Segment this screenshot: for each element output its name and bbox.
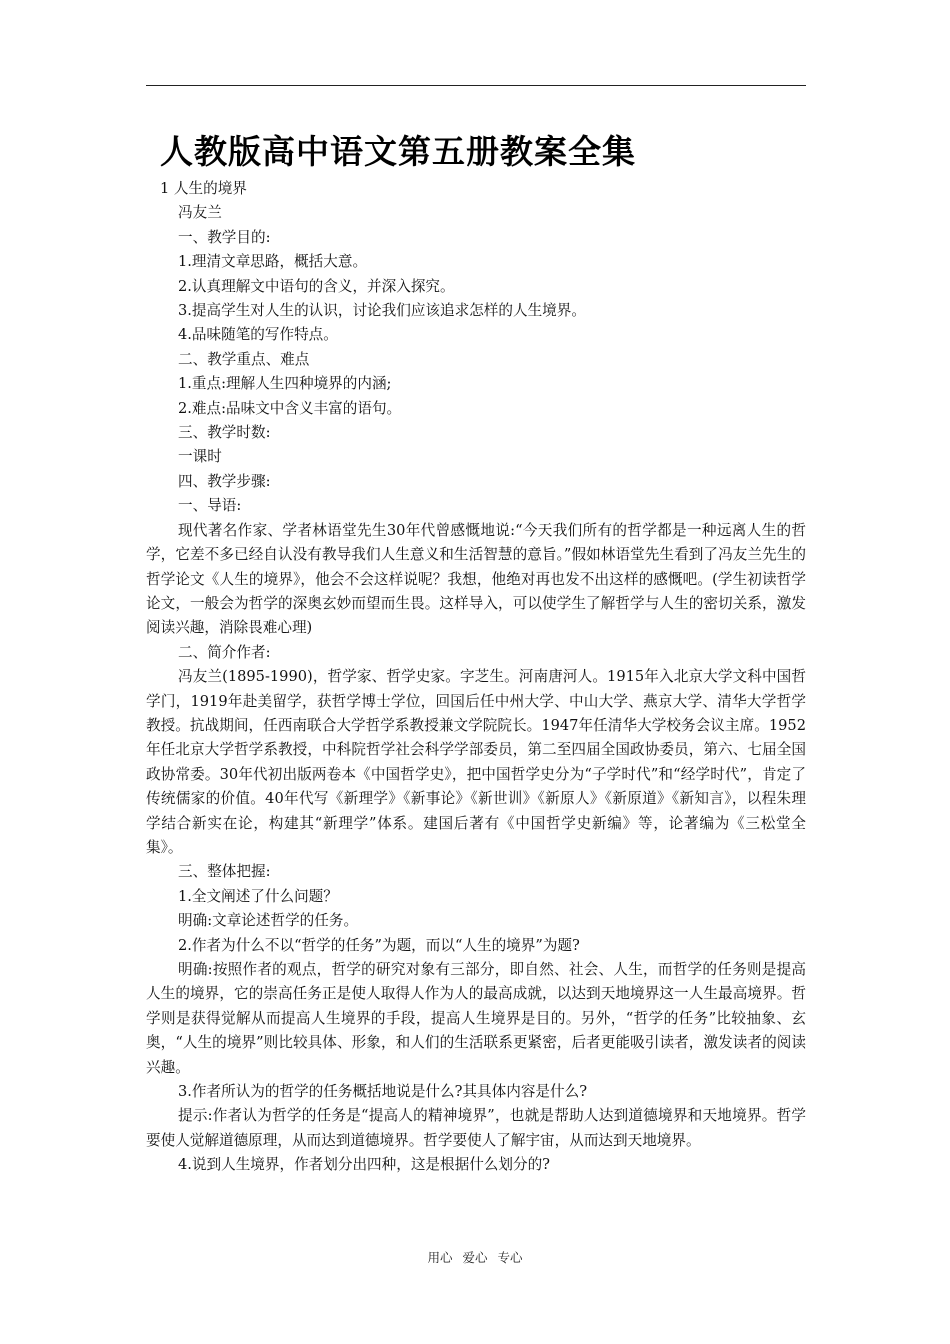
- paragraph: 现代著名作家、学者林语堂先生30年代曾感慨地说:“今天我们所有的哲学都是一种远离人生的哲学，它差不多已经自认没有教导我们人生意义和生活智慧的意旨。”假如林语堂先生看到了冯友兰先生的哲学论文《人生的境界》，他会不会这样说呢？我想，他绝对再也发不出这样的感慨吧。(学生初读哲学论文，一般会为哲学的深奥玄妙而望而生畏。这样导入，可以使学生了解哲学与人生的密切关系，激发阅读兴趣，消除畏难心理): [146, 521, 806, 637]
- paragraph: 三、整体把握:: [178, 863, 271, 881]
- paragraph: 4.品味随笔的写作特点。: [178, 326, 338, 344]
- paragraph: 3.作者所认为的哲学的任务概括地说是什么?其具体内容是什么?: [178, 1083, 588, 1101]
- lesson-heading: 1 人生的境界: [160, 180, 247, 197]
- paragraph: 二、教学重点、难点: [178, 350, 310, 368]
- paragraph: 2.认真理解文中语句的含义，并深入探究。: [178, 277, 455, 295]
- paragraph: 2.作者为什么不以“哲学的任务”为题，而以“人生的境界”为题?: [178, 936, 580, 954]
- paragraph: 明确:按照作者的观点，哲学的研究对象有三部分，即自然、社会、人生，而哲学的任务则是提高人生的境界，它的崇高任务正是使人取得人作为人的最高成就，以达到天地境界这一人生最高境界。哲学则是获得觉解从而提高人生境界的手段，提高人生境界是目的。另外，“哲学的任务”比较抽象、玄奥，“人生的境界”则比较具体、形象，和人们的生活联系更紧密，后者更能吸引读者，激发读者的阅读兴趣。: [146, 961, 806, 1076]
- paragraph: 二、简介作者:: [178, 643, 271, 661]
- page-footer: 用心 爱心 专心: [427, 1250, 523, 1265]
- paragraph: 一、教学目的:: [178, 228, 271, 246]
- paragraph: 提示:作者认为哲学的任务是“提高人的精神境界”，也就是帮助人达到道德境界和天地境界。哲学要使人觉解道德原理，从而达到道德境界。哲学要使人了解宇宙，从而达到天地境界。: [146, 1107, 806, 1149]
- document-title: 人教版高中语文第五册教案全集: [160, 132, 636, 171]
- paragraph: 4.说到人生境界，作者划分出四种，这是根据什么划分的?: [178, 1156, 551, 1174]
- paragraph: 1.理清文章思路，概括大意。: [178, 253, 368, 271]
- paragraph: 1.全文阐述了什么问题？: [178, 887, 338, 905]
- paragraph: 一课时: [178, 448, 222, 466]
- paragraph: 2.难点:品味文中含义丰富的语句。: [178, 399, 402, 417]
- paragraph: 一、导语:: [178, 497, 242, 515]
- paragraph: 3.提高学生对人生的认识，讨论我们应该追求怎样的人生境界。: [178, 302, 586, 320]
- document-body: [146, 177, 806, 1178]
- paragraph: 明确:文章论述哲学的任务。: [178, 912, 359, 930]
- paragraph: 冯友兰(1895-1990)，哲学家、哲学史家。字芝生。河南唐河人。1915年入北京大学文科中国哲学门，1919年赴美留学，获哲学博士学位，回国后任中州大学、中山大学、燕京大学、清华大学哲学教授。抗战期间，任西南联合大学哲学系教授兼文学院院长。1947年任清华大学校务会议主席。1952年任北京大学哲学系教授，中科院哲学社会科学学部委员，第二至四届全国政协委员，第六、七届全国政协常委。30年代初出版两卷本《中国哲学史》，把中国哲学史分为“子学时代”和“经学时代”，肯定了传统儒家的价值。40年代写《新理学》《新事论》《新世训》《新原人》《新原道》《新知言》，以程朱理学结合新实在论，构建其“新理学”体系。建国后著有《中国哲学史新编》等，论著编为《三松堂全集》。: [146, 668, 806, 856]
- header-rule: [146, 85, 806, 86]
- paragraph: 1.重点:理解人生四种境界的内涵;: [178, 375, 392, 393]
- paragraph: 冯友兰: [178, 204, 222, 222]
- paragraph: 四、教学步骤:: [178, 472, 271, 490]
- paragraph: 三、教学时数:: [178, 424, 271, 442]
